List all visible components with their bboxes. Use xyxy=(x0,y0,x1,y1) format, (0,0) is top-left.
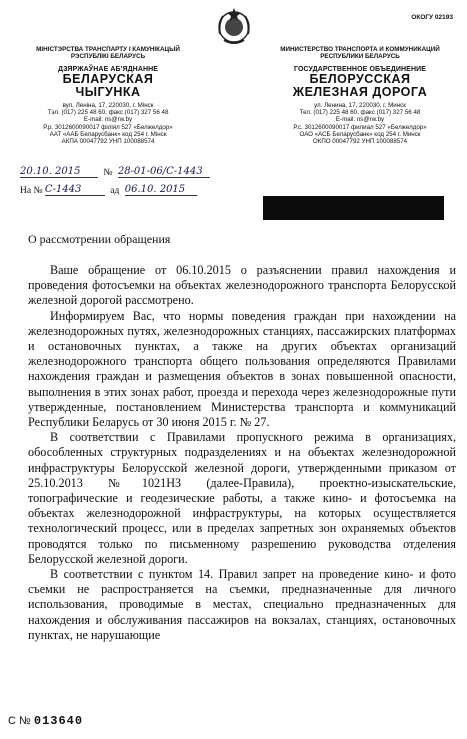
contact-line: E-mail: ns@rw.by xyxy=(335,116,385,124)
org-name-line1-by: БЕЛАРУСКАЯ xyxy=(62,72,154,86)
contact-line: Р.с. 3012600090017 филиал 527 «Белжелдор» xyxy=(293,123,427,131)
state-emblem xyxy=(214,6,254,46)
org-name-line2-ru: ЖЕЛЕЗНАЯ ДОРОГА xyxy=(292,85,428,99)
contacts-by xyxy=(18,102,198,145)
contact-line: ОАО «АСБ Беларусбанк» код 254 г. Минск xyxy=(299,130,421,138)
reference-from: ад xyxy=(110,186,120,196)
paragraph: Информируем Вас, что нормы поведения граждан при нахождении на железнодорожных путях, железнодорожных станциях, пассажирских платформах и остановочных пунктах, а также на других объектах организаций железнодорожного транспорта общего пользования определяются Правилами нахождения граждан и размещения объектов в зонах повышенной опасности, выполнения в этих зонах работ, проезда и перехода через железнодорожные пути утвержденные, постановлением Министерства транспорта и коммуникаций Республики Беларусь от 30 июня 2015 г. № 27. xyxy=(28,308,456,430)
redacted-addressee xyxy=(263,196,444,220)
contact-line: Тэл. (017) 225 48 60, факс (017) 327 56 48 xyxy=(47,109,169,117)
contacts-ru xyxy=(270,102,450,145)
paragraph: В соответствии с Правилами пропускного режима в организациях, обособленных структурных подразделениях и на объектах железнодорожной инфраструктуры Белорусской железной дороги, утвержденными приказом от 25.10.2013 №1021НЗ (далее-Правила), проектно-изыскательские, топографические и геодезические работы, а также кино- и фотосъемка на объектах железнодорожной инфраструктуры, на которых осуществляется технологический процесс, или в пределах запретных зон охраняемых объектов проводятся только по письменному разрешению руководства отделения Белорусской железной дороги. xyxy=(28,430,456,566)
letter-body xyxy=(28,263,456,643)
paragraph: Ваше обращение от 06.10.2015 о разъяснении правил нахождения и проведения фотосъемки на объектах железнодорожного транспорта Белорусской железной дорогой рассмотрено. xyxy=(28,263,456,308)
header-left xyxy=(18,46,198,145)
ministry-name-ru: МИНИСТЕРСТВО ТРАНСПОРТА И КОММУНИКАЦИЙ РЕСПУБЛИКИ БЕЛАРУСЬ xyxy=(280,46,440,60)
registration-line xyxy=(20,166,210,178)
contact-line: вул. Леніна, 17, 220030, г. Мінск xyxy=(62,102,154,109)
form-serial xyxy=(8,714,83,728)
contact-line: АКПА 00047792 УНП 100088574 xyxy=(61,138,155,146)
org-name-line1-ru: БЕЛОРУССКАЯ xyxy=(309,72,411,86)
registration-number: 28-01-06/С-1443 xyxy=(118,166,210,178)
org-name-line2-by: ЧЫГУНКА xyxy=(75,85,141,99)
registration-date: 20.10. 2015 xyxy=(20,166,98,178)
serial-label: С № xyxy=(8,715,31,727)
contact-line: Тел. (017) 225 48 60, факс (017) 327 56 48 xyxy=(299,109,421,117)
org-type-ru: ГОСУДАРСТВЕННОЕ ОБЪЕДИНЕНИЕ xyxy=(293,66,427,73)
reference-line xyxy=(20,184,197,196)
number-sign: № xyxy=(103,168,113,178)
reference-date: 06.10. 2015 xyxy=(125,184,197,196)
header-right xyxy=(270,46,450,145)
contact-line: ОКПО 00047792 УНП 100088574 xyxy=(312,138,408,146)
letter-subject: О рассмотрении обращения xyxy=(28,232,171,246)
reference-number: С-1443 xyxy=(45,184,105,196)
contact-line: ул. Ленина, 17, 220030, г. Минск xyxy=(314,102,406,109)
reference-prefix: На № xyxy=(20,186,43,196)
contact-line: ААТ «ААБ Беларусбанк» код 254 г. Мінск xyxy=(49,130,167,138)
serial-number: 013640 xyxy=(33,714,84,728)
ministry-name-by: МІНІСТЭРСТВА ТРАНСПАРТУ І КАМУНІКАЦЫЙ РЭСПУБЛІКІ БЕЛАРУСЬ xyxy=(36,46,180,60)
paragraph: В соответствии с пунктом 14. Правил запрет на проведение кино- и фото съемки не распространяется на съемки, предназначенные для личного использования, проводимые в местах, специально предназначенных для нахождения и обслуживания пассажиров на вокзалах, станциях, остановочных пунктах, не нарушающие xyxy=(28,567,456,642)
okogu-code: ОКОГУ 02193 xyxy=(411,14,453,21)
contact-line: Р.р. 3012600090017 філіял 527 «Белжелдор» xyxy=(43,123,173,131)
contact-line: E-mail: ns@rw.by xyxy=(83,116,133,124)
org-type-by: ДЗЯРЖАЎНАЕ АБ'ЯДНАННЕ xyxy=(57,66,159,73)
